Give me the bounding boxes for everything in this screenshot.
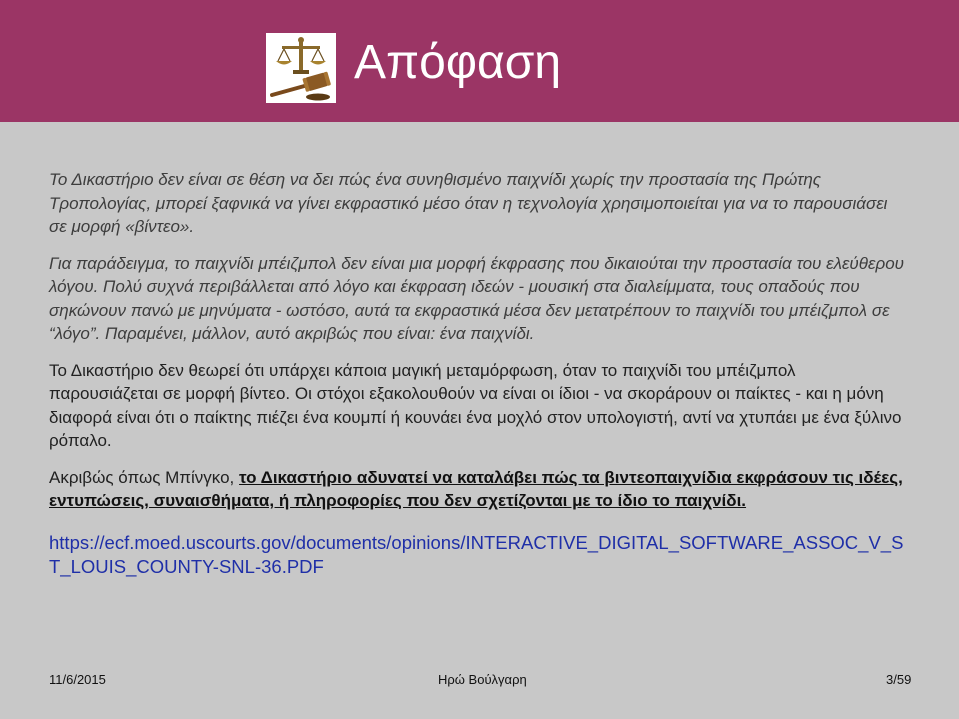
paragraph-4-plain: Ακριβώς όπως Μπίνγκο,: [49, 467, 240, 487]
paragraph-2: Για παράδειγμα, το παιχνίδι μπέιζμπολ δεν είναι μια μορφή έκφρασης που δικαιούται την προστασία του ελεύθερου λόγου. Πολύ συχνά περιβάλλεται από λόγο και έκφραση ιδεών - μουσική στα διαλείμματα, τους οπαδούς που σηκώνουν πανώ με μηνύματα - ωστόσο, αυτά τα εκφραστικά μέσα δεν μετατρέπουν το παιχνίδι του μπέιζμπολ σε “λόγο”. Παραμένει, μάλλον, αυτό ακριβώς που είναι: ένα παιχνίδι.: [49, 253, 904, 343]
source-link[interactable]: https://ecf.moed.uscourts.gov/documents/opinions/INTERACTIVE_DIGITAL_SOFTWARE_ASSOC_V_ST_LOUIS_COUNTY-SNL-36.PDF: [49, 531, 904, 577]
paragraph-3: Το Δικαστήριο δεν θεωρεί ότι υπάρχει κάποια μαγική μεταμόρφωση, όταν το παιχνίδι του μπέιζμπολ παρουσιάζεται σε μορφή βίντεο. Οι στόχοι εξακολουθούν να είναι οι ίδιοι - να σκοράρουν οι παίκτες - και η μόνη διαφορά είναι ότι ο παίκτης πιέζει ένα κουμπί ή κουνάει ένα μοχλό στον υπολογιστή, αντί να χτυπάει με ένα ξύλινο ρόπαλο.: [49, 360, 902, 450]
scales-of-justice-and-gavel-icon: [266, 33, 336, 103]
slide-footer: [0, 668, 959, 692]
paragraph-4-bold: το Δικαστήριο αδυνατεί να καταλάβει πώς τα βιντεοπαιχνίδια εκφράσουν τις ιδέες, εντυπώσεις, συναισθήματα, ή πληροφορίες που δεν σχετίζονται με το ίδιο το παιχνίδι.: [49, 467, 903, 510]
footer-page-number: 3/59: [886, 672, 912, 687]
slide-title: Απόφαση: [354, 36, 562, 89]
slide-body: [49, 168, 909, 579]
slide-header: [0, 0, 959, 122]
paragraph-1: Το Δικαστήριο δεν είναι σε θέση να δει πώς ένα συνηθισμένο παιχνίδι χωρίς την προστασία της Πρώτης Τροπολογίας, μπορεί ξαφνικά να γίνει εκφραστικό μέσο όταν η τεχνολογία χρησιμοποιείται για να το παρουσιάσει σε μορφή «βίντεο».: [49, 170, 888, 236]
footer-author: Ηρώ Βούλγαρη: [438, 672, 527, 687]
paragraph-4: [49, 466, 909, 513]
footer-date: 11/6/2015: [49, 672, 106, 687]
